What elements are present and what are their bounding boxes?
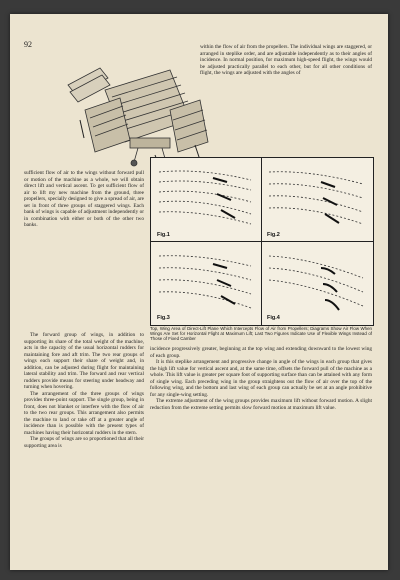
paragraph: The arrangement of the three groups of wings provides three-point support. The single group, being in front, does not blanket or interfere with the flow of air to the two rear groups. This arrangement also permits the machine to land or take off at a greater angle of incidence than is possible with the present types of machines having their horizontal rudders in the stern.	[24, 390, 144, 436]
airflow-lines	[151, 158, 373, 325]
magazine-page	[10, 14, 388, 570]
paragraph: It is this steplike arrangement and progressive change in angle of the wings in each group that gives the high lift value for vertical ascent and, at the same time, offsets the forward pull of the machine as a whole. This lift value is greater per square foot of supporting surface than can be attained with any form of single wing. Each preceding wing in the group straightens out the flow of air over the top of the following wing, and the bottom and last wing of each group can actually be set at an angle prohibitive for any single-wing setting.	[150, 359, 372, 398]
figure-label: Fig.4	[267, 315, 280, 321]
paragraph: incidence progressively greater, beginning at the top wing and extending downward to the lowest wing of each group.	[150, 346, 372, 359]
right-column-bottom	[150, 346, 372, 564]
figure-label: Fig.1	[157, 232, 170, 238]
paragraph: The extreme adjustment of the wing groups provides maximum lift without forward motion. A slight reduction from the extreme setting permits slow forward motion at maximum lift value.	[150, 398, 372, 411]
left-column-bottom	[24, 332, 144, 564]
paragraph: within the flow of air from the propellers. The individual wings are staggered, or arranged in steplike order, and are adjustable independently as to their angles of incidence. In normal position, for maximum high-speed flight, the wings would be adjusted practically parallel to each other, but for all other conditions of flight, the wings are adjusted with the angles of	[200, 44, 372, 76]
figure-label: Fig.2	[267, 232, 280, 238]
paragraph: The groups of wings are so proportioned that all their supporting area is	[24, 436, 144, 449]
right-column-top	[200, 44, 372, 154]
figure-label: Fig.3	[157, 315, 170, 321]
left-column-middle	[24, 170, 144, 330]
paragraph: The forward group of wings, in addition to supporting its share of the total weight of the machine, acts in the capacity of the usual horizontal rudders for maintaining fore and aft trim. The two rear groups of wings each support their share of weight and, in addition, can be adjusted during flight for maintaining lateral stability and trim. The forward and rear vertical rudders provide means for steering under headway and turning when hovering.	[24, 332, 144, 390]
figure-caption: Top, Wing Area of Direct-Lift Plane Which Intercepts Flow of Air from Propellers; Diagrams Show Air Flow When Wings Are Set for Horizontal Flight at Maximum Lift; Last Two Figures Indicate Use of Flexible Wings Instead of Those of Fixed Camber	[150, 326, 372, 341]
page-number: 92	[24, 40, 32, 49]
airflow-diagrams	[150, 157, 374, 326]
direct-lift-plane-illustration	[60, 50, 210, 170]
paragraph: sufficient flow of air to the wings without forward pull or motion of the machine as a whole, we will obtain direct lift and vertical ascent. To get sufficient flow of air to lift my new machine from the ground, three propellers, specially designed to give a spread of air, are set in front of three groups of staggered wings. Each bank of wings is capable of adjustment independently or in combination with either or both of the other two banks.	[24, 170, 144, 228]
